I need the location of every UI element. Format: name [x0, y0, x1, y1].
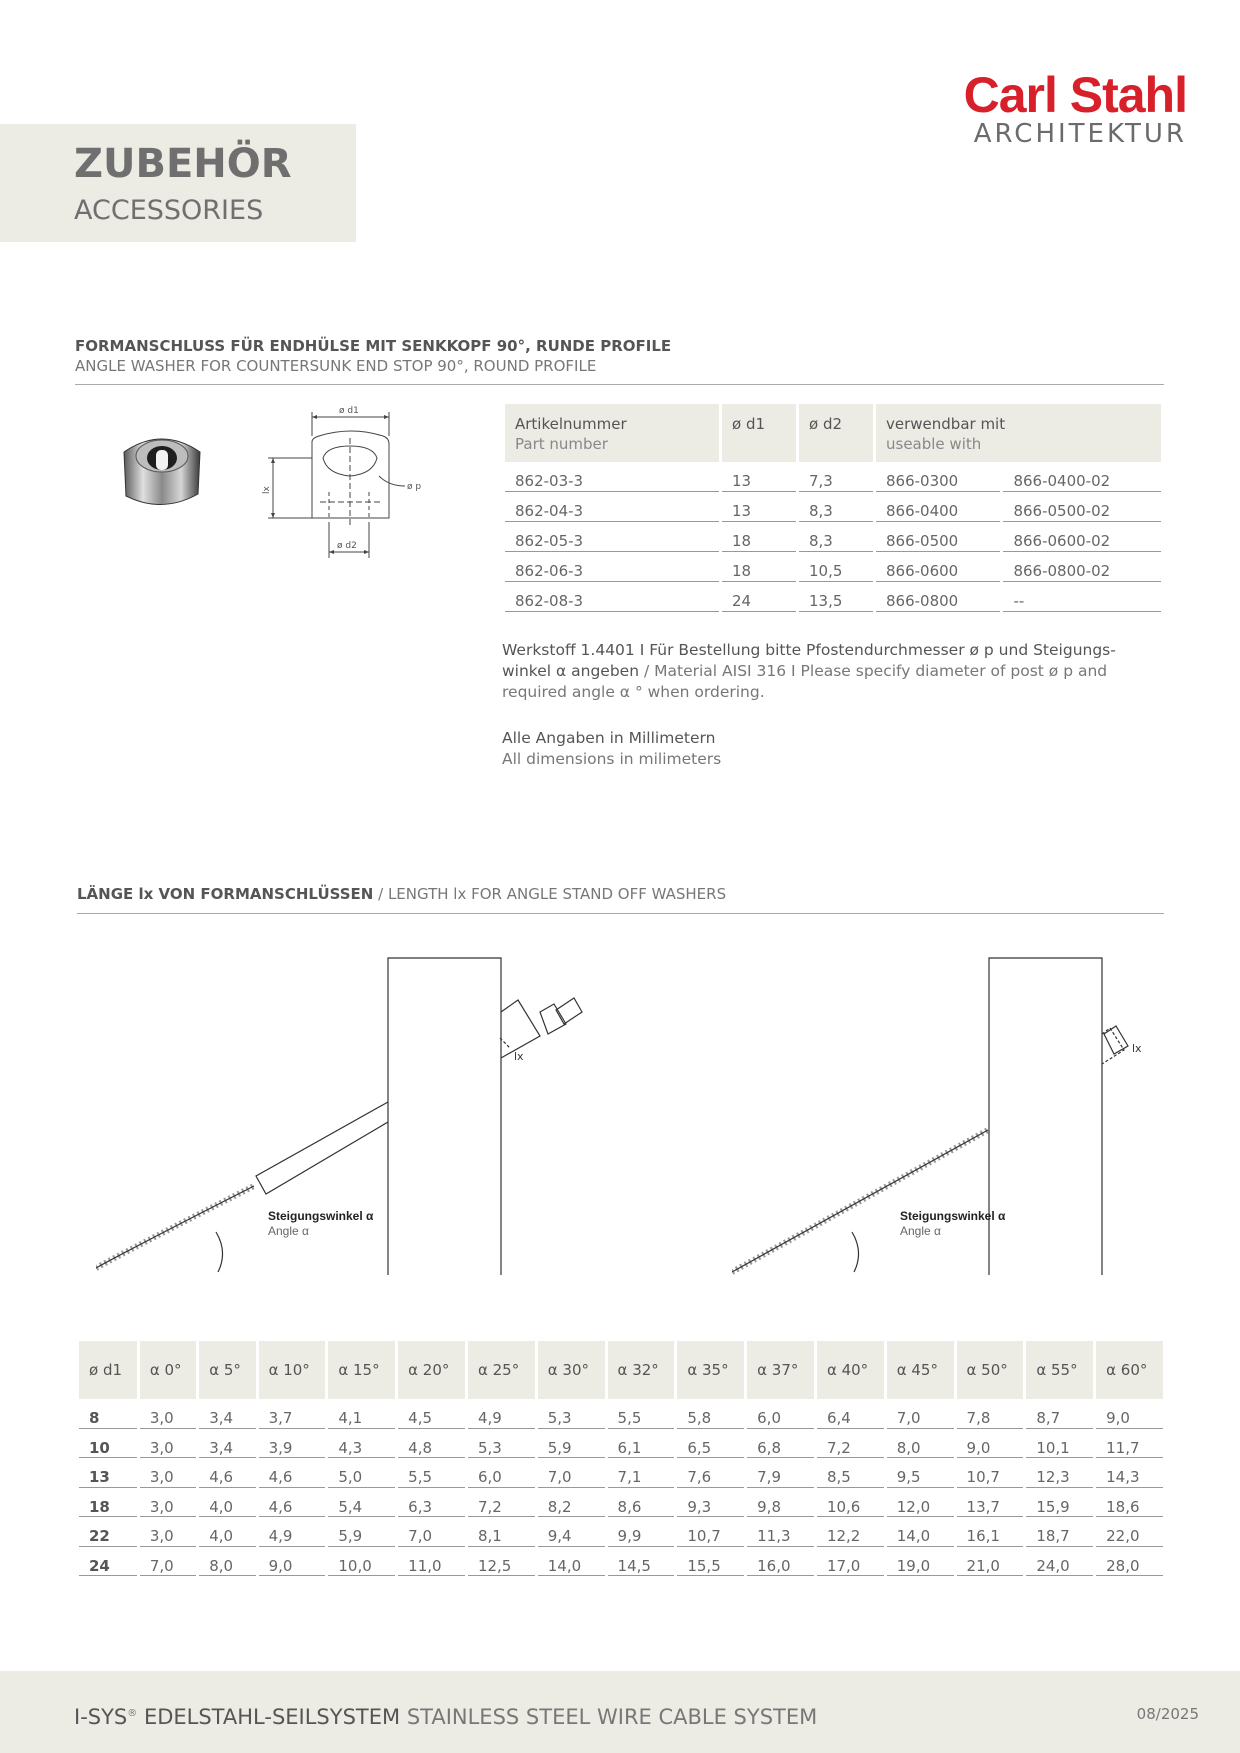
table-cell: 8,6	[608, 1488, 675, 1518]
dimension-note	[502, 728, 721, 770]
table-row	[505, 552, 1161, 582]
table-cell: 8	[79, 1399, 137, 1429]
table-cell: 866-0600	[876, 552, 1000, 582]
header-use-de: verwendbar mit	[886, 415, 1006, 433]
table-header-row	[505, 404, 1161, 462]
part-number-table	[502, 404, 1164, 612]
table-cell: 3,4	[199, 1399, 255, 1429]
table-cell: 4,8	[398, 1429, 465, 1459]
table-cell: 3,4	[199, 1429, 255, 1459]
table-cell: 17,0	[817, 1547, 884, 1577]
table-cell: 3,0	[140, 1517, 196, 1547]
table-cell: 8,0	[199, 1547, 255, 1577]
column-header: α 0°	[140, 1341, 196, 1399]
table-cell: 7,9	[747, 1458, 814, 1488]
table-cell: 10,5	[799, 552, 873, 582]
section1-heading-en: ANGLE WASHER FOR COUNTERSUNK END STOP 90°, ROUND PROFILE	[75, 357, 597, 375]
table-cell: 7,0	[398, 1517, 465, 1547]
table-cell: 16,1	[957, 1517, 1024, 1547]
diagram-right-label-en: Angle α	[900, 1224, 941, 1238]
header-part-de: Artikelnummer	[515, 415, 627, 433]
page-subtitle: ACCESSORIES	[74, 195, 264, 226]
table-cell: 3,0	[140, 1458, 196, 1488]
table-cell: 11,7	[1096, 1429, 1163, 1459]
table-cell: 18,6	[1096, 1488, 1163, 1518]
sketch-label-d2: ø d2	[337, 541, 357, 551]
column-header-d2: ø d2	[799, 404, 873, 462]
table-cell: 4,1	[328, 1399, 395, 1429]
table-cell: 7,2	[817, 1429, 884, 1459]
table-cell: 19,0	[887, 1547, 954, 1577]
table-cell: 3,9	[259, 1429, 326, 1459]
table-cell: 9,0	[957, 1429, 1024, 1459]
table-cell: 18	[722, 522, 796, 552]
table-cell: 6,4	[817, 1399, 884, 1429]
table-cell: 24	[722, 582, 796, 612]
table-cell: 7,2	[468, 1488, 535, 1518]
table-cell: 866-0400-02	[1003, 462, 1161, 492]
table-cell: 4,6	[259, 1488, 326, 1518]
table-cell: 866-0500-02	[1003, 492, 1161, 522]
table-cell: 8,0	[887, 1429, 954, 1459]
table-cell: 866-0300	[876, 462, 1000, 492]
material-note-en: / Material AISI 316 I Please specify diameter of post ø p and required angle α ° when ordering.	[502, 662, 1108, 701]
table-row	[79, 1458, 1163, 1488]
column-header: α 32°	[608, 1341, 675, 1399]
table-cell: 7,0	[140, 1547, 196, 1577]
table-cell: 8,7	[1026, 1399, 1093, 1429]
table-cell: 12,0	[887, 1488, 954, 1518]
table-cell: 9,5	[887, 1458, 954, 1488]
table-cell: 14,0	[887, 1517, 954, 1547]
column-header: ø d1	[79, 1341, 137, 1399]
footer-date: 08/2025	[1136, 1705, 1199, 1723]
table-cell: 13	[722, 492, 796, 522]
table-cell: 16,0	[747, 1547, 814, 1577]
table-cell: 5,9	[328, 1517, 395, 1547]
column-header: α 35°	[677, 1341, 744, 1399]
header-part-en: Part number	[515, 435, 608, 453]
table-cell: 7,6	[677, 1458, 744, 1488]
column-header: α 30°	[538, 1341, 605, 1399]
table-cell: 15,5	[677, 1547, 744, 1577]
table-cell: 5,3	[468, 1429, 535, 1459]
table-cell: 9,0	[1096, 1399, 1163, 1429]
table-cell: 15,9	[1026, 1488, 1093, 1518]
table-cell: 10,1	[1026, 1429, 1093, 1459]
table-row	[79, 1429, 1163, 1459]
table-cell: 9,4	[538, 1517, 605, 1547]
brand-subtitle: ARCHITEKTUR	[973, 119, 1187, 149]
brand-name: Carl Stahl	[963, 67, 1187, 123]
table-cell: 7,1	[608, 1458, 675, 1488]
sketch-label-p: ø p	[407, 482, 422, 492]
material-note-de: Werkstoff 1.4401 I Für Bestellung bitte Pfostendurchmesser ø p und Steigungs-winkel α angeben	[502, 641, 1116, 680]
table-header-row	[79, 1341, 1163, 1399]
table-cell: 18	[79, 1488, 137, 1518]
table-cell: 3,7	[259, 1399, 326, 1429]
table-cell: 10	[79, 1429, 137, 1459]
table-cell: 10,7	[957, 1458, 1024, 1488]
table-cell: 13	[79, 1458, 137, 1488]
dimension-note-en: All dimensions in milimeters	[502, 750, 722, 768]
table-cell: 13,5	[799, 582, 873, 612]
column-header-d1: ø d1	[722, 404, 796, 462]
footer-registered: ®	[127, 1708, 138, 1719]
table-cell: 862-03-3	[505, 462, 719, 492]
table-row	[505, 492, 1161, 522]
table-cell: 6,5	[677, 1429, 744, 1459]
brand-logo	[964, 68, 1187, 148]
dimension-note-de: Alle Angaben in Millimetern	[502, 729, 716, 747]
table-row	[505, 522, 1161, 552]
section1-heading-de: FORMANSCHLUSS FÜR ENDHÜLSE MIT SENKKOPF 90°, RUNDE PROFILE	[75, 337, 672, 355]
table-cell: 14,5	[608, 1547, 675, 1577]
table-cell: 3,0	[140, 1399, 196, 1429]
angle-washer-sketch	[257, 402, 437, 562]
column-header-part	[505, 404, 719, 462]
footer-prefix: I-SYS	[74, 1705, 128, 1729]
section1-divider	[75, 384, 1164, 385]
table-cell: 866-0400	[876, 492, 1000, 522]
page-title: ZUBEHÖR	[74, 141, 292, 187]
table-cell: 4,9	[259, 1517, 326, 1547]
column-header: α 20°	[398, 1341, 465, 1399]
footer-title-en: STAINLESS STEEL WIRE CABLE SYSTEM	[400, 1705, 818, 1729]
table-row	[79, 1399, 1163, 1429]
table-cell: 5,4	[328, 1488, 395, 1518]
table-row	[79, 1488, 1163, 1518]
table-cell: 5,5	[608, 1399, 675, 1429]
angle-washer-photo	[118, 430, 206, 512]
column-header: α 50°	[957, 1341, 1024, 1399]
section2-heading-de: LÄNGE lx VON FORMANSCHLÜSSEN	[77, 885, 374, 903]
section2-heading-en: / LENGTH lx FOR ANGLE STAND OFF WASHERS	[373, 885, 727, 903]
table-cell: 8,1	[468, 1517, 535, 1547]
table-cell: 11,0	[398, 1547, 465, 1577]
column-header: α 15°	[328, 1341, 395, 1399]
diagram-left-label-en: Angle α	[268, 1224, 309, 1238]
table-cell: 8,5	[817, 1458, 884, 1488]
table-cell: 4,3	[328, 1429, 395, 1459]
table-cell: 13	[722, 462, 796, 492]
diagram-right-label	[900, 1209, 1005, 1239]
column-header: α 5°	[199, 1341, 255, 1399]
table-cell: 9,0	[259, 1547, 326, 1577]
column-header: α 25°	[468, 1341, 535, 1399]
diagram-left-label-de: Steigungswinkel α	[268, 1209, 374, 1223]
table-cell: 3,0	[140, 1429, 196, 1459]
table-cell: 24	[79, 1547, 137, 1577]
diagram-left-lx: lx	[514, 1050, 524, 1063]
table-cell: 862-08-3	[505, 582, 719, 612]
table-cell: 6,0	[468, 1458, 535, 1488]
table-cell: 5,8	[677, 1399, 744, 1429]
table-cell: 14,0	[538, 1547, 605, 1577]
table-cell: 6,8	[747, 1429, 814, 1459]
material-note	[502, 640, 1164, 703]
table-cell: 12,3	[1026, 1458, 1093, 1488]
footer-title-de: EDELSTAHL-SEILSYSTEM	[137, 1705, 401, 1729]
table-cell: 5,5	[398, 1458, 465, 1488]
table-cell: 4,6	[199, 1458, 255, 1488]
table-cell: 9,8	[747, 1488, 814, 1518]
table-cell: 4,5	[398, 1399, 465, 1429]
table-cell: 12,2	[817, 1517, 884, 1547]
footer-title	[74, 1701, 817, 1730]
column-header: α 45°	[887, 1341, 954, 1399]
column-header: α 40°	[817, 1341, 884, 1399]
table-cell: 4,9	[468, 1399, 535, 1429]
length-lx-table	[76, 1341, 1166, 1576]
column-header: α 10°	[259, 1341, 326, 1399]
table-cell: 13,7	[957, 1488, 1024, 1518]
table-cell: 4,6	[259, 1458, 326, 1488]
table-cell: 14,3	[1096, 1458, 1163, 1488]
column-header: α 55°	[1026, 1341, 1093, 1399]
table-cell: 22,0	[1096, 1517, 1163, 1547]
table-cell: 5,3	[538, 1399, 605, 1429]
table-cell: 862-06-3	[505, 552, 719, 582]
table-cell: 8,2	[538, 1488, 605, 1518]
table-cell: 5,9	[538, 1429, 605, 1459]
table-cell: 11,3	[747, 1517, 814, 1547]
table-cell: 6,0	[747, 1399, 814, 1429]
table-cell: 866-0800	[876, 582, 1000, 612]
table-cell: 12,5	[468, 1547, 535, 1577]
sketch-label-d1: ø d1	[339, 406, 359, 416]
table-cell: 24,0	[1026, 1547, 1093, 1577]
header-use-en: useable with	[886, 435, 982, 453]
sketch-label-lx: lx	[262, 486, 272, 494]
table-cell: 862-04-3	[505, 492, 719, 522]
section2-divider	[77, 913, 1164, 914]
table-cell: 7,8	[957, 1399, 1024, 1429]
column-header-useable	[876, 404, 1161, 462]
table-cell: --	[1003, 582, 1161, 612]
table-cell: 6,1	[608, 1429, 675, 1459]
table-cell: 18	[722, 552, 796, 582]
table-row	[505, 462, 1161, 492]
table-cell: 10,0	[328, 1547, 395, 1577]
table-cell: 10,6	[817, 1488, 884, 1518]
diagram-left-label	[268, 1209, 373, 1239]
table-cell: 18,7	[1026, 1517, 1093, 1547]
table-cell: 862-05-3	[505, 522, 719, 552]
section2-heading	[77, 884, 726, 904]
table-cell: 10,7	[677, 1517, 744, 1547]
table-cell: 8,3	[799, 522, 873, 552]
table-cell: 6,3	[398, 1488, 465, 1518]
column-header: α 37°	[747, 1341, 814, 1399]
table-cell: 28,0	[1096, 1547, 1163, 1577]
table-cell: 7,0	[538, 1458, 605, 1488]
column-header: α 60°	[1096, 1341, 1163, 1399]
table-cell: 8,3	[799, 492, 873, 522]
table-cell: 866-0600-02	[1003, 522, 1161, 552]
diagram-right-lx: lx	[1132, 1042, 1142, 1055]
table-row	[79, 1547, 1163, 1577]
table-cell: 7,0	[887, 1399, 954, 1429]
table-cell: 22	[79, 1517, 137, 1547]
table-row	[79, 1517, 1163, 1547]
table-cell: 4,0	[199, 1488, 255, 1518]
table-cell: 3,0	[140, 1488, 196, 1518]
table-cell: 5,0	[328, 1458, 395, 1488]
table-cell: 866-0500	[876, 522, 1000, 552]
table-cell: 21,0	[957, 1547, 1024, 1577]
table-row	[505, 582, 1161, 612]
table-cell: 7,3	[799, 462, 873, 492]
diagram-right-label-de: Steigungswinkel α	[900, 1209, 1006, 1223]
table-cell: 9,9	[608, 1517, 675, 1547]
table-cell: 9,3	[677, 1488, 744, 1518]
table-cell: 4,0	[199, 1517, 255, 1547]
table-cell: 866-0800-02	[1003, 552, 1161, 582]
